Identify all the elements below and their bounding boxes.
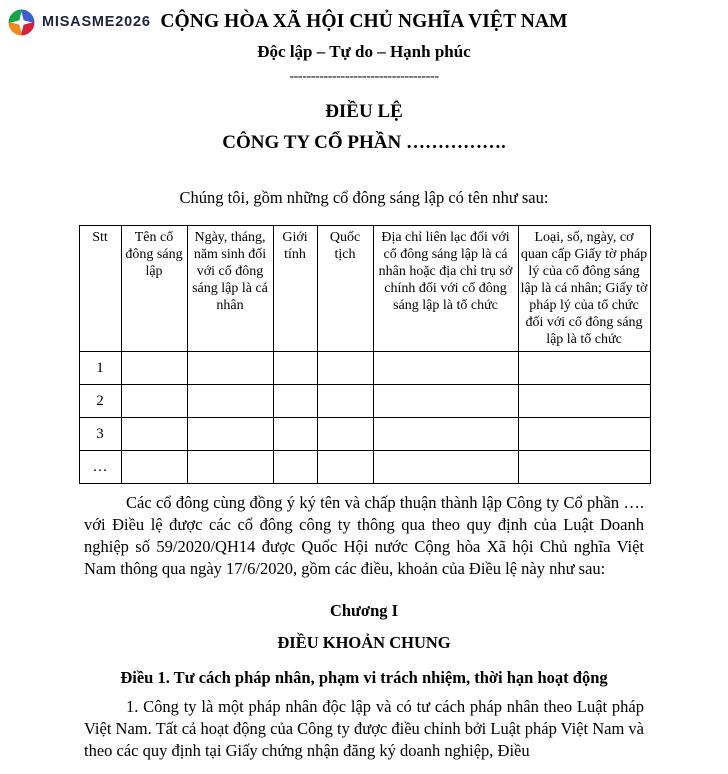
- column-header-gender: Giới tính: [273, 225, 317, 352]
- cell-stt: …: [79, 451, 121, 484]
- cell-dob[interactable]: [187, 451, 273, 484]
- cell-nationality[interactable]: [317, 451, 373, 484]
- national-header: [0, 10, 728, 84]
- cell-stt: 3: [79, 418, 121, 451]
- chapter-number: Chương I: [329, 601, 399, 621]
- column-header-nationality: Quốc tịch: [317, 225, 373, 352]
- cell-nationality[interactable]: [317, 385, 373, 418]
- cell-nationality[interactable]: [317, 418, 373, 451]
- intro-sentence: Chúng tôi, gồm những cổ đông sáng lập có tên như sau:: [179, 188, 549, 208]
- document-title-sub: CÔNG TY CỔ PHẦN …………….: [222, 131, 506, 153]
- founders-table-body: [79, 352, 650, 484]
- national-motto: Độc lập – Tự do – Hạnh phúc: [257, 42, 471, 62]
- table-header-row: [79, 225, 650, 352]
- cell-address[interactable]: [373, 418, 518, 451]
- cell-name[interactable]: [121, 385, 187, 418]
- cell-gender[interactable]: [273, 385, 317, 418]
- cell-dob[interactable]: [187, 352, 273, 385]
- cell-legal-document[interactable]: [518, 385, 650, 418]
- cell-gender[interactable]: [273, 418, 317, 451]
- cell-gender[interactable]: [273, 352, 317, 385]
- column-header-dob: Ngày, tháng, năm sinh đối với cổ đông sáng lập là cá nhân: [187, 225, 273, 352]
- cell-nationality[interactable]: [317, 352, 373, 385]
- cell-dob[interactable]: [187, 418, 273, 451]
- header-divider: -----------------------------------: [289, 68, 439, 84]
- paragraph-agreement: Các cổ đông cùng đồng ý ký tên và chấp thuận thành lập Công ty Cổ phần …. với Điều lệ được các cổ đông công ty thông qua theo quy định của Luật Doanh nghiệp số 59/2020/QH14 được Quốc Hội nước Cộng hòa Xã hội Chủ nghĩa Việt Nam thông qua ngày 17/6/2020, gồm các điều, khoản của Điều lệ này như sau:: [84, 493, 644, 579]
- cell-stt: 1: [79, 352, 121, 385]
- country-name: CỘNG HÒA XÃ HỘI CHỦ NGHĨA VIỆT NAM: [160, 11, 568, 32]
- founders-table-container: [79, 225, 650, 485]
- cell-name[interactable]: [121, 418, 187, 451]
- document-title: [0, 100, 728, 155]
- brand-name: MISASME2026: [42, 14, 151, 31]
- cell-legal-document[interactable]: [518, 451, 650, 484]
- cell-stt: 2: [79, 385, 121, 418]
- table-row: [79, 352, 650, 385]
- document-title-main: ĐIỀU LỆ: [325, 101, 403, 123]
- cell-name[interactable]: [121, 352, 187, 385]
- cell-legal-document[interactable]: [518, 418, 650, 451]
- cell-gender[interactable]: [273, 451, 317, 484]
- column-header-stt: Stt: [79, 225, 121, 352]
- cell-dob[interactable]: [187, 385, 273, 418]
- article-1-clause-1: 1. Công ty là một pháp nhân độc lập và có tư cách pháp nhân theo Luật pháp Việt Nam. Tất cả hoạt động của Công ty được điều chỉnh bởi Luật pháp Việt Nam và theo các quy định tại Giấy chứng nhận đăng ký doanh nghiệp, Điều: [84, 697, 644, 761]
- cell-legal-document[interactable]: [518, 352, 650, 385]
- table-row: [79, 418, 650, 451]
- cell-address[interactable]: [373, 352, 518, 385]
- column-header-address: Địa chỉ liên lạc đối với cổ đông sáng lập là cá nhân hoặc địa chỉ trụ sở chính đối với cổ đông sáng lập là tổ chức: [373, 225, 518, 352]
- column-header-name: Tên cổ đông sáng lập: [121, 225, 187, 352]
- chapter-name: ĐIỀU KHOẢN CHUNG: [277, 632, 451, 652]
- cell-address[interactable]: [373, 451, 518, 484]
- cell-address[interactable]: [373, 385, 518, 418]
- article-1-heading: Điều 1. Tư cách pháp nhân, phạm vi trách nhiệm, thời hạn hoạt động: [120, 668, 608, 687]
- table-row: [79, 385, 650, 418]
- cell-name[interactable]: [121, 451, 187, 484]
- founders-table: [79, 225, 651, 485]
- column-header-legal-document: Loại, số, ngày, cơ quan cấp Giấy tờ pháp lý của cổ đông sáng lập là cá nhân; Giấy tờ pháp lý của tổ chức đối với cổ đông sáng lập là tổ chức: [518, 225, 650, 352]
- table-row: [79, 451, 650, 484]
